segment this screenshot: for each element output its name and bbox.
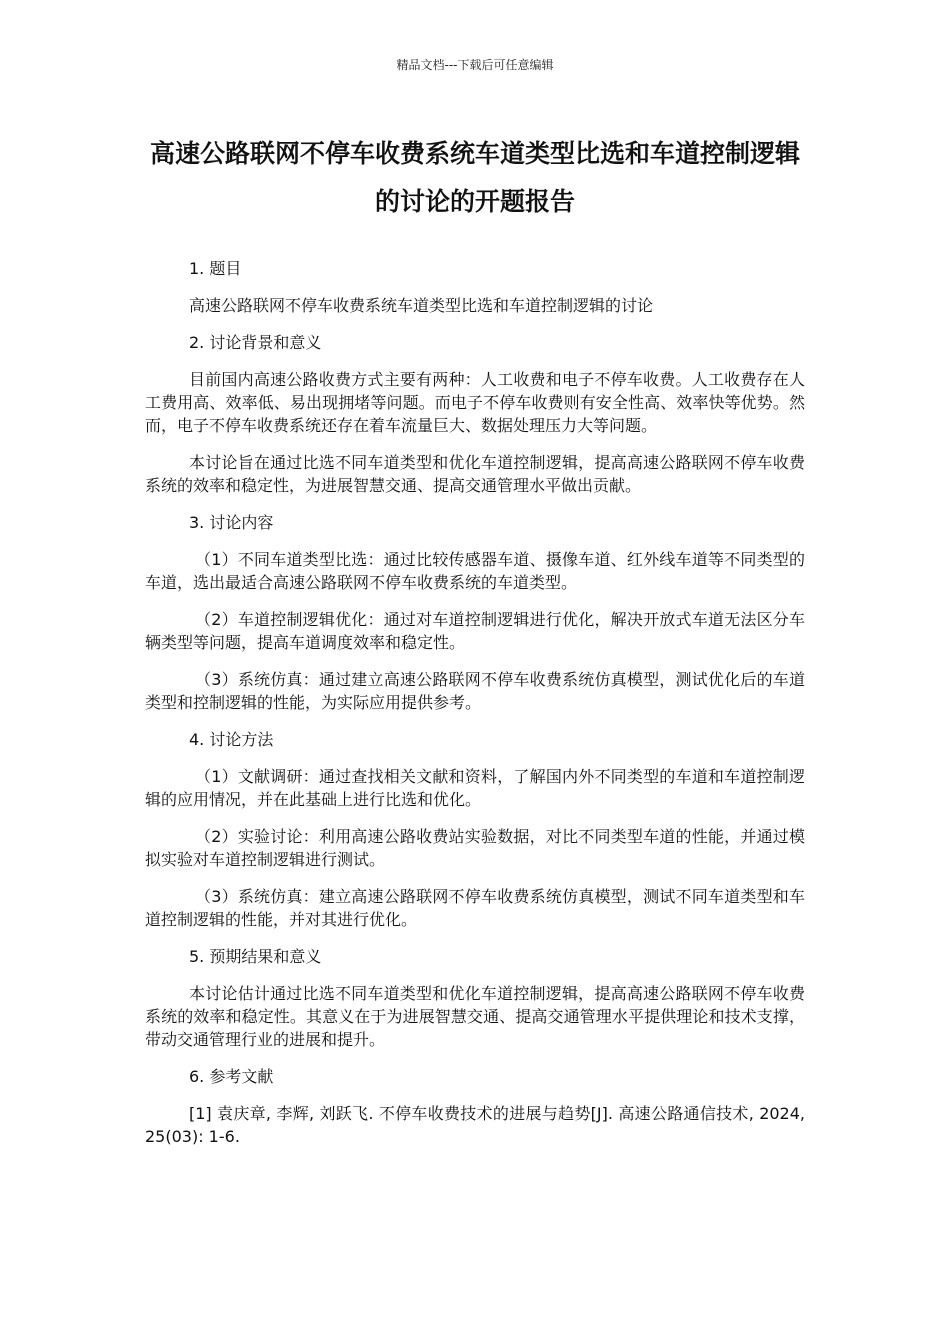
section-2-paragraph-2: 本讨论旨在通过比选不同车道类型和优化车道控制逻辑，提高高速公路联网不停车收费系统的效率和稳定性，为进展智慧交通、提高交通管理水平做出贡献。 (145, 453, 805, 495)
section-3-item-2: （2）车道控制逻辑优化：通过对车道控制逻辑进行优化，解决开放式车道无法区分车辆类型等问题，提高车道调度效率和稳定性。 (145, 610, 805, 652)
section-5-paragraph-1: 本讨论估计通过比选不同车道类型和优化车道控制逻辑，提高高速公路联网不停车收费系统的效率和稳定性。其意义在于为进展智慧交通、提高交通管理水平提供理论和技术支撑，带动交通管理行业的进展和提升。 (145, 984, 805, 1049)
section-4-item-3: （3）系统仿真：建立高速公路联网不停车收费系统仿真模型，测试不同车道类型和车道控制逻辑的性能，并对其进行优化。 (145, 887, 805, 929)
document-body (145, 257, 805, 1162)
section-1-body: 高速公路联网不停车收费系统车道类型比选和车道控制逻辑的讨论 (189, 296, 654, 315)
document-title: 高速公路联网不停车收费系统车道类型比选和车道控制逻辑的讨论的开题报告 (149, 139, 800, 216)
section-4-item-1: （1）文献调研：通过查找相关文献和资料，了解国内外不同类型的车道和车道控制逻辑的应用情况，并在此基础上进行比选和优化。 (145, 767, 805, 809)
section-4-heading: 4. 讨论方法 (189, 730, 274, 749)
section-2-paragraph-1: 目前国内高速公路收费方式主要有两种：人工收费和电子不停车收费。人工收费存在人工费用高、效率低、易出现拥堵等问题。而电子不停车收费则有安全性高、效率快等优势。然而，电子不停车收费系统还存在着车流量巨大、数据处理压力大等问题。 (145, 370, 805, 435)
section-3-heading: 3. 讨论内容 (189, 513, 274, 532)
reference-item: [1] 袁庆章, 李辉, 刘跃飞. 不停车收费技术的进展与趋势[J]. 高速公路通信技术, 2024, 25(03): 1-6. (145, 1104, 805, 1146)
section-5-heading: 5. 预期结果和意义 (189, 947, 322, 966)
section-3-item-1: （1）不同车道类型比选：通过比较传感器车道、摄像车道、红外线车道等不同类型的车道，选出最适合高速公路联网不停车收费系统的车道类型。 (145, 550, 805, 592)
section-6-heading: 6. 参考文献 (189, 1067, 274, 1086)
section-3-item-3: （3）系统仿真：通过建立高速公路联网不停车收费系统仿真模型，测试优化后的车道类型和控制逻辑的性能，为实际应用提供参考。 (145, 670, 805, 712)
page-header: 精品文档---下载后可任意编辑 (396, 58, 554, 72)
section-1-heading: 1. 题目 (189, 259, 242, 278)
section-4-item-2: （2）实验讨论：利用高速公路收费站实验数据，对比不同类型车道的性能，并通过模拟实验对车道控制逻辑进行测试。 (145, 827, 805, 869)
section-2-heading: 2. 讨论背景和意义 (189, 333, 322, 352)
